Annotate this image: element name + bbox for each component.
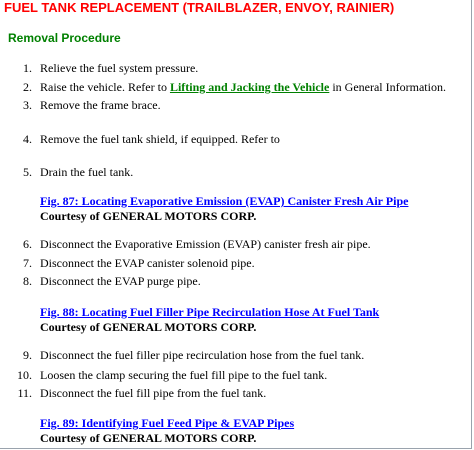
step-number: 6. [23, 237, 32, 251]
figure-87-courtesy: Courtesy of GENERAL MOTORS CORP. [40, 209, 257, 223]
step-text [40, 80, 446, 94]
step-number: 5. [23, 165, 32, 179]
step-text: Remove the frame brace. [40, 98, 161, 112]
figure-87-link[interactable]: Fig. 87: Locating Evaporative Emission (EVAP) Canister Fresh Air Pipe [40, 194, 409, 208]
step-number: 3. [23, 98, 32, 112]
step-text-before: Raise the vehicle. Refer to [40, 80, 170, 94]
figure-89-courtesy: Courtesy of GENERAL MOTORS CORP. [40, 431, 257, 445]
lifting-jacking-link[interactable]: Lifting and Jacking the Vehicle [169, 80, 330, 94]
step-number: 9. [23, 348, 32, 362]
step-text: Disconnect the fuel filler pipe recirculation hose from the fuel tank. [40, 348, 365, 362]
section-title: Removal Procedure [8, 31, 121, 45]
step-text: Disconnect the EVAP purge pipe. [40, 274, 201, 288]
step-number: 2. [23, 80, 32, 94]
step-text: Relieve the fuel system pressure. [40, 61, 199, 75]
step-text: Loosen the clamp securing the fuel fill pipe to the fuel tank. [40, 368, 328, 382]
figure-88-courtesy: Courtesy of GENERAL MOTORS CORP. [40, 320, 257, 334]
step-text: Remove the fuel tank shield, if equipped. Refer to [40, 132, 280, 146]
figure-89-link[interactable]: Fig. 89: Identifying Fuel Feed Pipe & EVAP Pipes [40, 416, 295, 430]
step-number: 11. [17, 386, 32, 400]
step-text-after: in General Information. [329, 80, 446, 94]
step-text: Drain the fuel tank. [40, 165, 134, 179]
step-number: 8. [23, 274, 32, 288]
step-number: 7. [23, 256, 32, 270]
step-text: Disconnect the EVAP canister solenoid pipe. [40, 256, 255, 270]
step-number: 4. [23, 132, 32, 146]
step-number: 10. [17, 368, 32, 382]
figure-88-link[interactable]: Fig. 88: Locating Fuel Filler Pipe Recirculation Hose At Fuel Tank [40, 305, 380, 319]
step-number: 1. [23, 61, 32, 75]
step-text: Disconnect the Evaporative Emission (EVAP) canister fresh air pipe. [40, 237, 371, 251]
step-text: Disconnect the fuel fill pipe from the fuel tank. [40, 386, 267, 400]
page-title: FUEL TANK REPLACEMENT (TRAILBLAZER, ENVOY, RAINIER) [4, 0, 395, 15]
